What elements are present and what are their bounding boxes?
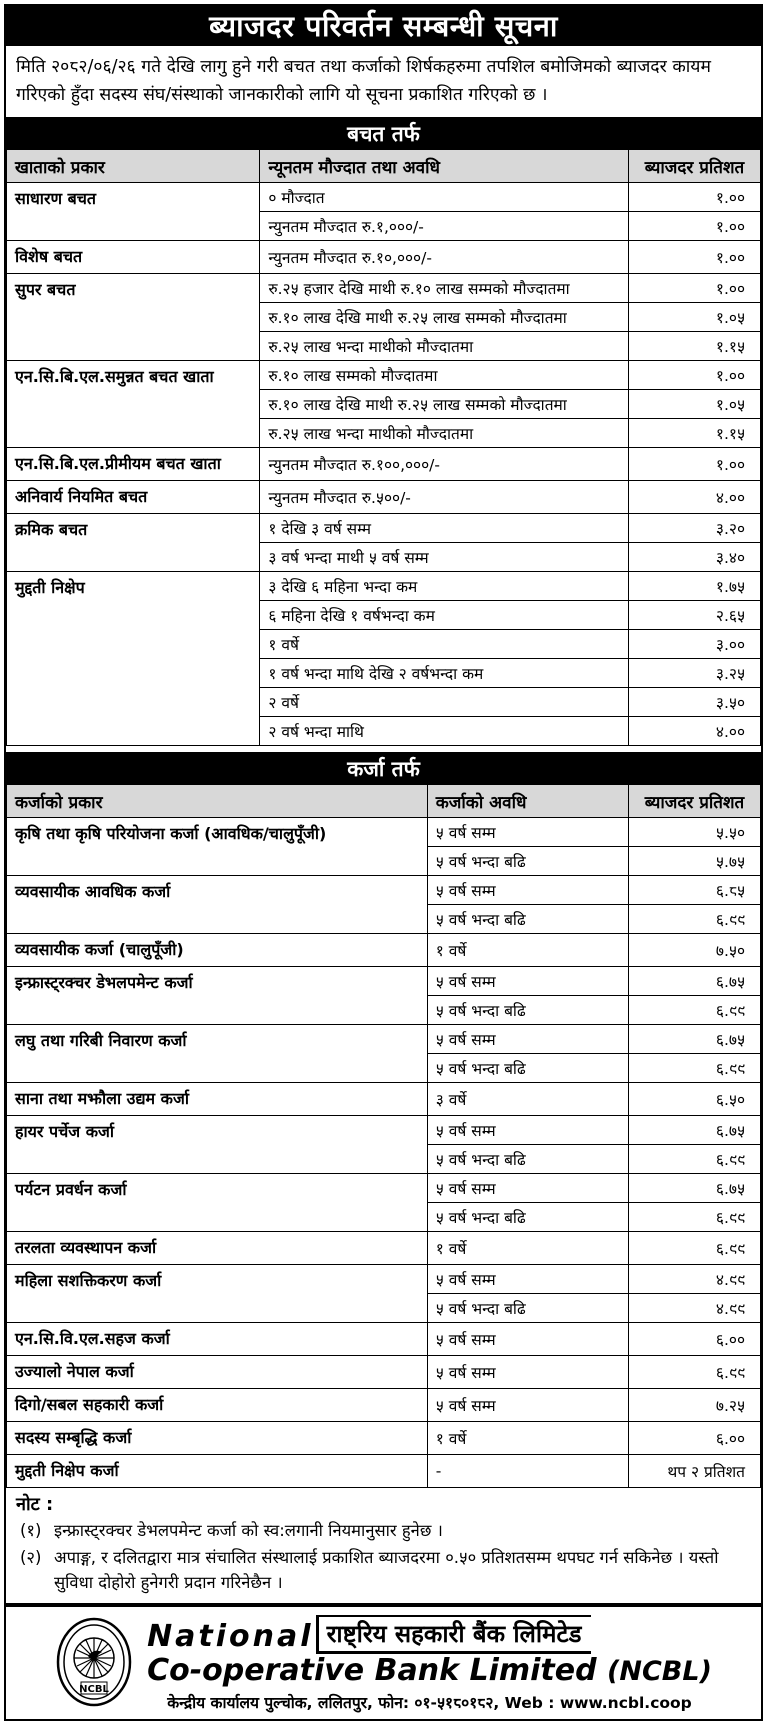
- savings-type-cell: एन.सि.बि.एल.प्रीमीयम बचत खाता: [7, 448, 260, 481]
- loans-row: [7, 1025, 761, 1054]
- loans-rate-cell: ६.९९: [629, 996, 761, 1025]
- loans-condition-cell: ३ वर्षे: [427, 1083, 628, 1116]
- savings-row: [7, 448, 761, 481]
- savings-condition-cell: रु.२५ लाख भन्दा माथीको मौज्दातमा: [260, 332, 629, 361]
- loans-row: [7, 1174, 761, 1203]
- loans-type-cell: मुद्दती निक्षेप कर्जा: [7, 1455, 428, 1488]
- savings-rate-cell: १.००: [629, 212, 761, 241]
- loans-type-cell: सदस्य सम्बृद्धि कर्जा: [7, 1422, 428, 1455]
- savings-row: [7, 361, 761, 390]
- savings-rate-cell: १.१५: [629, 419, 761, 448]
- brand-name-cooperative: Co-operative Bank Limited: [147, 1653, 597, 1689]
- loans-condition-cell: ५ वर्ष सम्म: [427, 876, 628, 905]
- savings-type-cell: अनिवार्य नियमित बचत: [7, 481, 260, 514]
- loans-condition-cell: ५ वर्ष सम्म: [427, 1389, 628, 1422]
- loans-header-rate: ब्याजदर प्रतिशत: [629, 785, 761, 818]
- loans-rate-cell: थप २ प्रतिशत: [629, 1455, 761, 1488]
- brand-name-english-national: National: [147, 1619, 314, 1655]
- loans-rate-cell: ६.७५: [629, 1174, 761, 1203]
- loans-rate-cell: ४.९९: [629, 1294, 761, 1323]
- savings-condition-cell: १ वर्षे: [260, 630, 629, 659]
- loans-condition-cell: ५ वर्ष सम्म: [427, 1265, 628, 1294]
- savings-rate-cell: १.७५: [629, 572, 761, 601]
- loans-type-cell: व्यवसायीक कर्जा (चालुपूँजी): [7, 934, 428, 967]
- loans-header-duration: कर्जाको अवधि: [427, 785, 628, 818]
- savings-type-cell: एन.सि.बि.एल.समुन्नत बचत खाता: [7, 361, 260, 448]
- loans-rate-cell: ६.९९: [629, 905, 761, 934]
- savings-condition-cell: ३ वर्ष भन्दा माथी ५ वर्ष सम्म: [260, 543, 629, 572]
- savings-table: [6, 149, 761, 746]
- brand-name-english-full: [147, 1654, 712, 1689]
- loans-rate-cell: ४.९९: [629, 1265, 761, 1294]
- savings-type-cell: मुद्दती निक्षेप: [7, 572, 260, 746]
- loans-condition-cell: ५ वर्ष सम्म: [427, 1025, 628, 1054]
- loans-condition-cell: ५ वर्ष सम्म: [427, 967, 628, 996]
- loans-type-cell: व्यवसायीक आवधिक कर्जा: [7, 876, 428, 934]
- savings-condition-cell: रु.२५ लाख भन्दा माथीको मौज्दातमा: [260, 419, 629, 448]
- savings-condition-cell: १ वर्ष भन्दा माथि देखि २ वर्षभन्दा कम: [260, 659, 629, 688]
- loans-rate-cell: ६.७५: [629, 1116, 761, 1145]
- loans-condition-cell: ५ वर्ष भन्दा बढि: [427, 905, 628, 934]
- savings-condition-cell: १ देखि ३ वर्ष सम्म: [260, 514, 629, 543]
- loans-condition-cell: ५ वर्ष भन्दा बढि: [427, 1294, 628, 1323]
- loans-type-cell: पर्यटन प्रवर्धन कर्जा: [7, 1174, 428, 1232]
- loans-condition-cell: -: [427, 1455, 628, 1488]
- savings-rate-cell: १.००: [629, 448, 761, 481]
- loans-condition-cell: १ वर्षे: [427, 1232, 628, 1265]
- loans-section-title: कर्जा तर्फ: [6, 754, 761, 784]
- savings-rate-cell: १.०५: [629, 303, 761, 332]
- loans-row: [7, 876, 761, 905]
- savings-condition-cell: न्युनतम मौज्दात रु.१०,०००/-: [260, 241, 629, 274]
- loans-rate-cell: ६.७५: [629, 967, 761, 996]
- loans-condition-cell: ५ वर्ष सम्म: [427, 818, 628, 847]
- savings-row: [7, 514, 761, 543]
- savings-condition-cell: रु.२५ हजार देखि माथी रु.१० लाख सम्मको मौज्दातमा: [260, 274, 629, 303]
- savings-type-cell: विशेष बचत: [7, 241, 260, 274]
- loans-condition-cell: ५ वर्ष भन्दा बढि: [427, 1145, 628, 1174]
- loans-type-cell: लघु तथा गरिबी निवारण कर्जा: [7, 1025, 428, 1083]
- savings-header-min-balance: न्यूनतम मौज्दात तथा अवधि: [260, 150, 629, 183]
- note-item-2: [16, 1546, 751, 1596]
- savings-condition-cell: २ वर्षे: [260, 688, 629, 717]
- savings-row: [7, 274, 761, 303]
- savings-section-title: बचत तर्फ: [6, 119, 761, 149]
- loans-row: [7, 1455, 761, 1488]
- savings-rate-cell: १.००: [629, 241, 761, 274]
- loans-type-cell: एन.सि.वि.एल.सहज कर्जा: [7, 1323, 428, 1356]
- loans-condition-cell: ५ वर्ष सम्म: [427, 1116, 628, 1145]
- bank-address-line: केन्द्रीय कार्यालय पुल्चोक, ललितपुर, फोन: ०१-५१८०१८२, Web : www.ncbl.coop: [167, 1693, 692, 1712]
- savings-rate-cell: ४.००: [629, 717, 761, 746]
- loans-type-cell: दिगो/सबल सहकारी कर्जा: [7, 1389, 428, 1422]
- loans-rate-cell: ६.००: [629, 1422, 761, 1455]
- notice-intro-paragraph: मिति २०८२/०६/२६ गते देखि लागु हुने गरी बचत तथा कर्जाको शिर्षकहरुमा तपशिल बमोजिमको ब्याजदर कायम गरिएको हुँदा सदस्य संघ/संस्थाको जानकारीको लागि यो सूचना प्रकाशित गरिएको छ ।: [16, 57, 711, 105]
- loans-condition-cell: १ वर्षे: [427, 1422, 628, 1455]
- loans-type-cell: साना तथा मझौला उद्यम कर्जा: [7, 1083, 428, 1116]
- savings-condition-cell: २ वर्ष भन्दा माथि: [260, 717, 629, 746]
- loans-type-cell: महिला सशक्तिकरण कर्जा: [7, 1265, 428, 1323]
- loans-condition-cell: ५ वर्ष भन्दा बढि: [427, 847, 628, 876]
- savings-condition-cell: न्युनतम मौज्दात रु.१००,०००/-: [260, 448, 629, 481]
- savings-rate-cell: १.००: [629, 183, 761, 212]
- savings-condition-cell: न्युनतम मौज्दात रु.५००/-: [260, 481, 629, 514]
- loans-condition-cell: ५ वर्ष भन्दा बढि: [427, 1054, 628, 1083]
- loans-type-cell: इन्फ्रास्ट्रक्चर डेभलपमेन्ट कर्जा: [7, 967, 428, 1025]
- savings-condition-cell: ६ महिना देखि १ वर्षभन्दा कम: [260, 601, 629, 630]
- loans-rate-cell: ६.००: [629, 1323, 761, 1356]
- savings-rate-cell: १.१५: [629, 332, 761, 361]
- notice-title: ब्याजदर परिवर्तन सम्बन्धी सूचना: [6, 6, 761, 46]
- loans-table-block: [6, 752, 761, 1488]
- note-item-1: [16, 1519, 751, 1544]
- notes-label: नोट :: [16, 1494, 54, 1515]
- savings-condition-cell: ३ देखि ६ महिना भन्दा कम: [260, 572, 629, 601]
- loans-rate-cell: ६.९९: [629, 1232, 761, 1265]
- loans-row: [7, 1232, 761, 1265]
- loans-header-loan-type: कर्जाको प्रकार: [7, 785, 428, 818]
- loans-type-cell: कृषि तथा कृषि परियोजना कर्जा (आवधिक/चालुपूँजी): [7, 818, 428, 876]
- note-text: अपाङ्ग, र दलितद्वारा मात्र संचालित संस्थालाई प्रकाशित ब्याजदरमा ०.५० प्रतिशतसम्म थपघट गर्न सकिनेछ । यस्तो सुविधा दोहोरो हुनेगरी प्रदान गरिनेछैन ।: [54, 1547, 719, 1592]
- savings-rate-cell: १.०५: [629, 390, 761, 419]
- loans-rate-cell: ६.८५: [629, 876, 761, 905]
- loans-row: [7, 1323, 761, 1356]
- savings-type-cell: साधारण बचत: [7, 183, 260, 241]
- bank-brand-block: [147, 1615, 712, 1713]
- loans-type-cell: तरलता व्यवस्थापन कर्जा: [7, 1232, 428, 1265]
- loans-row: [7, 934, 761, 967]
- note-number: (१): [20, 1521, 42, 1540]
- ncbl-logo-seal-icon: [55, 1616, 133, 1712]
- loans-row: [7, 1265, 761, 1294]
- loans-condition-cell: ५ वर्ष सम्म: [427, 1323, 628, 1356]
- loans-rate-cell: ५.५०: [629, 818, 761, 847]
- savings-rate-cell: १.००: [629, 361, 761, 390]
- loans-rate-cell: ६.९९: [629, 1203, 761, 1232]
- loans-row: [7, 1389, 761, 1422]
- loans-condition-cell: ५ वर्ष भन्दा बढि: [427, 1203, 628, 1232]
- savings-header-rate: ब्याजदर प्रतिशत: [629, 150, 761, 183]
- loans-condition-cell: ५ वर्ष भन्दा बढि: [427, 996, 628, 1025]
- savings-type-cell: क्रमिक बचत: [7, 514, 260, 572]
- loans-rate-cell: ६.९९: [629, 1356, 761, 1389]
- savings-condition-cell: ० मौज्दात: [260, 183, 629, 212]
- savings-rate-cell: ४.००: [629, 481, 761, 514]
- note-text: इन्फ्रास्ट्रक्चर डेभलपमेन्ट कर्जा को स्व:लगानी नियमानुसार हुनेछ ।: [54, 1521, 443, 1540]
- savings-condition-cell: रु.१० लाख देखि माथी रु.२५ लाख सम्मको मौज्दातमा: [260, 390, 629, 419]
- loans-row: [7, 1356, 761, 1389]
- note-number: (२): [20, 1547, 42, 1567]
- savings-header-row: [7, 150, 761, 183]
- savings-table-block: [6, 117, 761, 746]
- loans-row: [7, 1422, 761, 1455]
- loans-rate-cell: ७.२५: [629, 1389, 761, 1422]
- savings-condition-cell: न्युनतम मौज्दात रु.१,०००/-: [260, 212, 629, 241]
- savings-rate-cell: १.००: [629, 274, 761, 303]
- loans-row: [7, 1083, 761, 1116]
- loans-type-cell: उज्यालो नेपाल कर्जा: [7, 1356, 428, 1389]
- savings-condition-cell: रु.१० लाख देखि माथी रु.२५ लाख सम्मको मौज्दातमा: [260, 303, 629, 332]
- loans-condition-cell: ५ वर्ष सम्म: [427, 1356, 628, 1389]
- loans-condition-cell: १ वर्षे: [427, 934, 628, 967]
- loans-row: [7, 967, 761, 996]
- savings-row: [7, 572, 761, 601]
- savings-condition-cell: रु.१० लाख सम्मको मौज्दातमा: [260, 361, 629, 390]
- loans-rate-cell: ७.५०: [629, 934, 761, 967]
- bank-footer: [6, 1603, 761, 1719]
- savings-rate-cell: ३.००: [629, 630, 761, 659]
- loans-rate-cell: ६.९९: [629, 1054, 761, 1083]
- loans-condition-cell: ५ वर्ष सम्म: [427, 1174, 628, 1203]
- loans-row: [7, 1116, 761, 1145]
- notice-document: [4, 4, 763, 1721]
- loans-table: [6, 784, 761, 1488]
- savings-rate-cell: ३.२०: [629, 514, 761, 543]
- savings-type-cell: सुपर बचत: [7, 274, 260, 361]
- savings-rate-cell: ३.४०: [629, 543, 761, 572]
- loans-header-row: [7, 785, 761, 818]
- brand-name-nepali: राष्ट्रिय सहकारी बैंक लिमिटेड: [316, 1615, 592, 1654]
- loans-row: [7, 818, 761, 847]
- brand-name-abbreviation: (NCBL): [607, 1656, 712, 1688]
- savings-header-account-type: खाताको प्रकार: [7, 150, 260, 183]
- loans-rate-cell: ६.५०: [629, 1083, 761, 1116]
- savings-row: [7, 481, 761, 514]
- savings-rate-cell: ३.५०: [629, 688, 761, 717]
- loans-rate-cell: ६.७५: [629, 1025, 761, 1054]
- savings-rate-cell: २.६५: [629, 601, 761, 630]
- logo-text: NCBL: [79, 1684, 109, 1695]
- notes-section: [6, 1488, 761, 1603]
- savings-row: [7, 183, 761, 212]
- loans-type-cell: हायर पर्चेज कर्जा: [7, 1116, 428, 1174]
- loans-rate-cell: ६.९९: [629, 1145, 761, 1174]
- savings-rate-cell: ३.२५: [629, 659, 761, 688]
- loans-rate-cell: ५.७५: [629, 847, 761, 876]
- savings-row: [7, 241, 761, 274]
